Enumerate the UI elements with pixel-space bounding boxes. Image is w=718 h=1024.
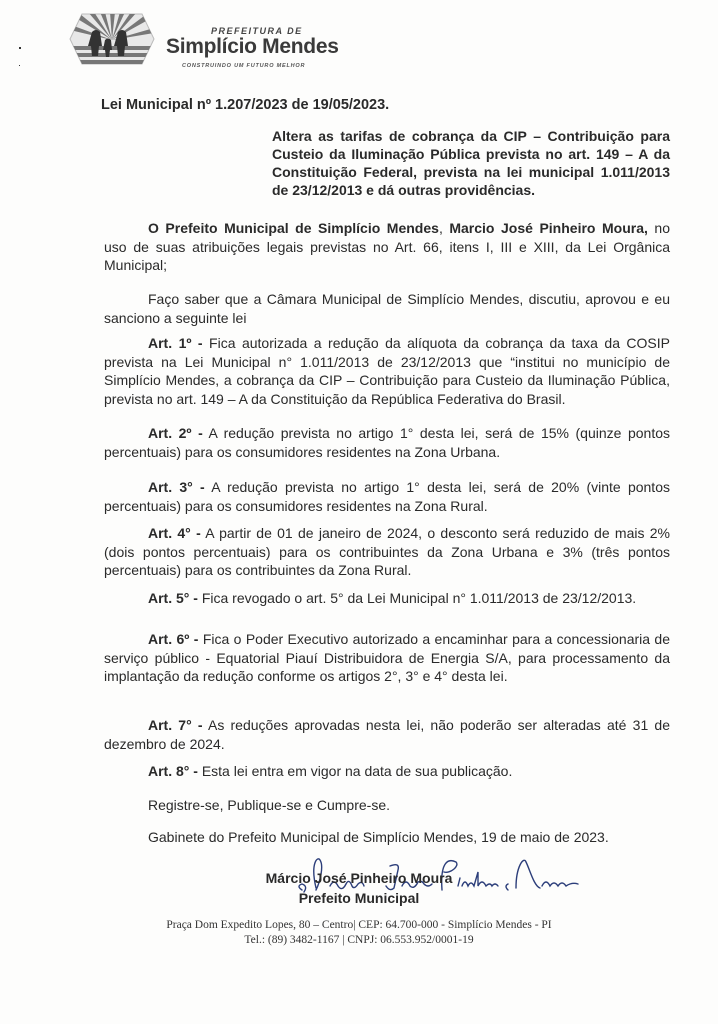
logo-prefix: PREFEITURA DE [211,26,303,36]
article-label: Art. 7° - [148,717,203,733]
preamble-mayor-name: Marcio José Pinheiro Moura, [449,220,648,236]
footer-address: Praça Dom Expedito Lopes, 80 – Centro| CEP: 64.700-000 - Simplício Mendes - PI [166,919,552,931]
enactment-clause [104,290,670,327]
article-5 [104,589,670,608]
article-label: Art. 4° - [148,525,201,541]
article-text: Fica autorizada a redução da alíquota da cobrança da taxa da COSIP prevista na Lei Municipal n° 1.011/2013 de 23/12/2013 que “institui no município de Simplício Mendes, a cobrança da CIP – Contribuição para Custeio da Iluminação Pública, prevista no art. 149 – A da Constituição da República Federativa do Brasil. [104,335,670,407]
article-4 [104,524,670,580]
signer-name: Márcio José Pinheiro Moura [265,870,453,886]
scan-speck [19,47,21,49]
article-label: Art. 1º - [148,335,203,351]
logo-tagline: CONSTRUINDO UM FUTURO MELHOR [182,63,306,69]
article-text: A redução prevista no artigo 1° desta lei, será de 15% (quinze pontos percentuais) para os consumidores residentes na Zona Urbana. [104,425,671,460]
place-date [104,828,670,847]
article-text: Fica revogado o art. 5° da Lei Municipal n° 1.011/2013 de 23/12/2013. [197,590,637,606]
article-label: Art. 2º - [148,425,203,441]
article-label: Art. 3° - [148,479,205,495]
article-text: As reduções aprovadas nesta lei, não poderão ser alteradas até 31 de dezembro de 2024. [104,717,671,752]
article-label: Art. 6º - [148,631,199,647]
article-text: Esta lei entra em vigor na data de sua publicação. [197,763,513,779]
article-7 [104,716,670,753]
footer-contact: Tel.: (89) 3482-1167 | CNPJ: 06.553.952/0001-19 [244,934,474,946]
article-3 [104,478,670,515]
article-2 [104,424,670,461]
enactment-text: Faço saber que a Câmara Municipal de Simplício Mendes, discutiu, aprovou e eu sanciono a seguinte lei [104,291,670,326]
article-label: Art. 5° - [148,590,198,606]
closing-formula [104,796,670,815]
municipality-logo [68,10,358,68]
article-1 [104,334,670,408]
article-text: Fica o Poder Executivo autorizado a encaminhar para a concessionaria de serviço público - Equatorial Piauí Distribuidora de Energia S/A, para processamento da implantação da redução conforme os artigos 2°, 3° e 4° desta lei. [104,631,671,684]
preamble-sep: , [438,220,450,236]
law-title: Lei Municipal nº 1.207/2023 de 19/05/2023. [101,97,390,113]
place-date-text: Gabinete do Prefeito Municipal de Simplício Mendes, 19 de maio de 2023. [148,829,609,845]
article-6 [104,630,670,686]
article-text: A partir de 01 de janeiro de 2024, o desconto será reduzido de mais 2% (dois pontos percentuais) para os contribuintes da Zona Urbana e 3% (três pontos percentuais) para os contribuintes da Zona Rural. [104,525,670,578]
logo-name: Simplício Mendes [166,35,339,58]
sunrise-emblem-icon [68,10,156,68]
law-summary: Altera as tarifas de cobrança da CIP – Contribuição para Custeio da Iluminação Pública prevista no art. 149 – A da Constituição Federal, prevista na lei municipal 1.011/2013 de 23/12/2013 e dá outras providências. [272,128,670,198]
signer-role: Prefeito Municipal [298,890,420,906]
closing-text: Registre-se, Publique-se e Cumpre-se. [148,797,390,813]
article-8 [104,762,670,781]
scan-speck [19,65,20,66]
article-text: A redução prevista no artigo 1° desta lei, será de 20% (vinte pontos percentuais) para os consumidores residentes na Zona Rural. [104,479,670,514]
preamble-office: O Prefeito Municipal de Simplício Mendes [148,220,439,236]
preamble-text: no uso de suas atribuições legais previstas no Art. 66, itens I, III e XIII, da Lei Orgânica Municipal; [104,220,670,273]
preamble [104,219,670,275]
article-label: Art. 8° - [148,763,198,779]
